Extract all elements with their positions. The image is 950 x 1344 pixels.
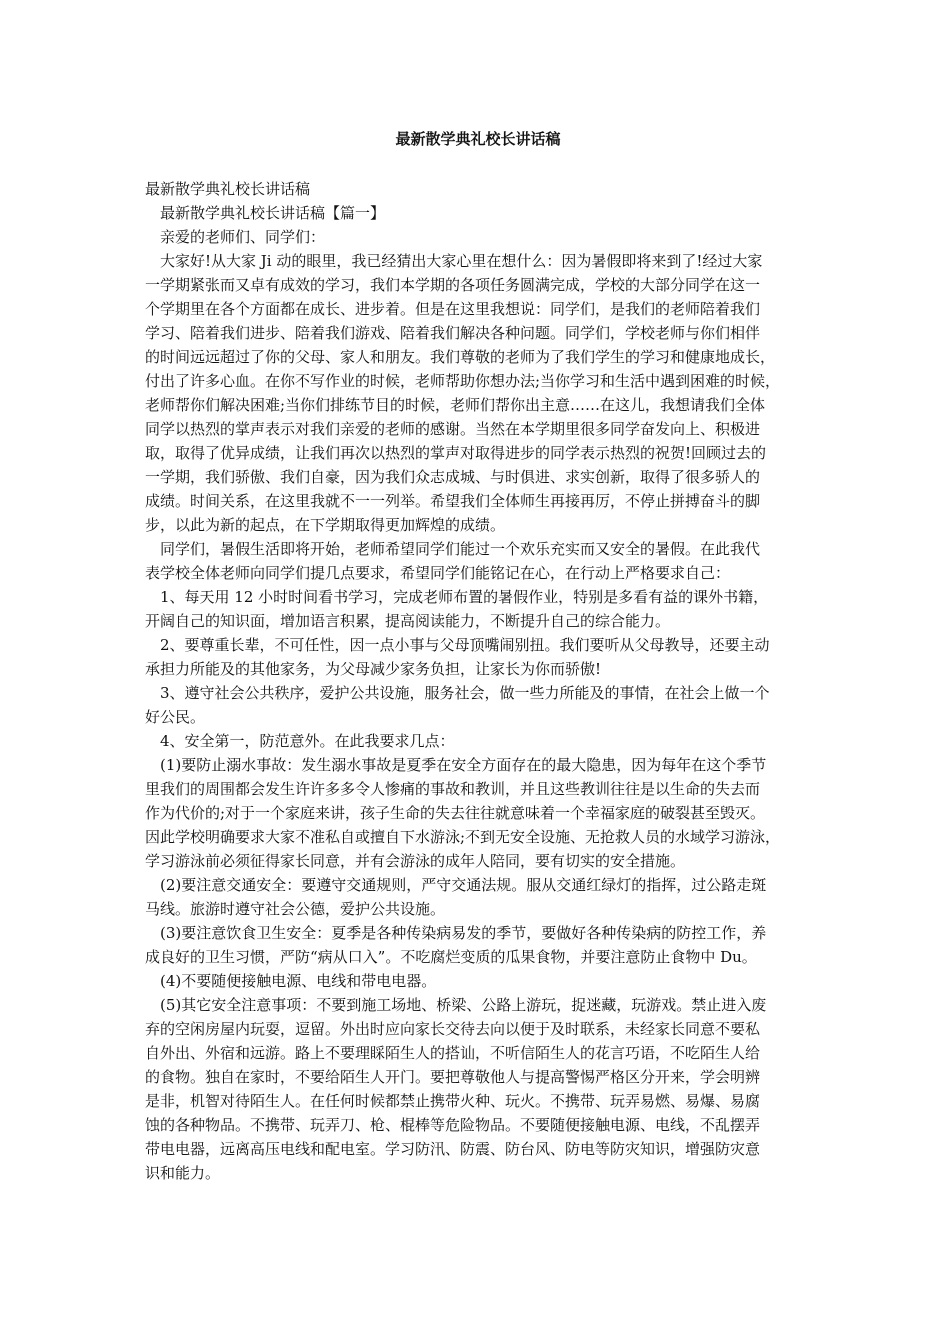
paragraph-line: 成绩。时间关系，在这里我就不一一列举。希望我们全体师生再接再厉，不停止拼搏奋斗的脚 xyxy=(145,492,761,510)
paragraph-line: 付出了许多心血。在你不写作业的时候，老师帮助你想办法;当你学习和生活中遇到困难的时候， xyxy=(145,372,781,390)
paragraph-line: 作为代价的;对于一个家庭来讲，孩子生命的失去往往就意味着一个幸福家庭的破裂甚至毁灭。 xyxy=(145,804,766,822)
paragraph-line: 蚀的各种物品。不携带、玩弄刀、枪、棍棒等危险物品。不要随便接触电源、电线，不乱摆弄 xyxy=(145,1116,761,1134)
paragraph-line: 个学期里在各个方面都在成长、进步着。但是在这里我想说：同学们，是我们的老师陪着我们 xyxy=(145,300,761,318)
document-body xyxy=(145,177,811,1185)
paragraph-line: 老师帮你们解决困难;当你们排练节目的时候，老师们帮你出主意……在这儿，我想请我们全体 xyxy=(145,396,766,414)
paragraph xyxy=(145,201,811,225)
paragraph-line: 一学期紧张而又卓有成效的学习，我们本学期的各项任务圆满完成，学校的大部分同学在这一 xyxy=(145,276,761,294)
paragraph-line: 3、遵守社会公共秩序，爱护公共设施，服务社会，做一些力所能及的事情，在社会上做一个 xyxy=(160,684,770,702)
paragraph xyxy=(145,729,811,753)
paragraph-line: 4、安全第一，防范意外。在此我要求几点： xyxy=(160,732,455,750)
paragraph-line: (5)其它安全注意事项：不要到施工场地、桥梁、公路上游玩，捉迷藏，玩游戏。禁止进入废 xyxy=(160,996,767,1014)
paragraph-line: 好公民。 xyxy=(145,708,206,726)
paragraph-line: 最新散学典礼校长讲话稿 xyxy=(145,180,311,198)
paragraph xyxy=(145,633,811,681)
paragraph xyxy=(145,921,811,969)
paragraph xyxy=(145,249,811,537)
paragraph-line: 一学期，我们骄傲、我们自豪，因为我们众志成城、与时俱进、求实创新，取得了很多骄人的 xyxy=(145,468,761,486)
paragraph xyxy=(145,681,811,729)
paragraph-line: 学习、陪着我们进步、陪着我们游戏、陪着我们解决各种问题。同学们，学校老师与你们相伴 xyxy=(145,324,761,342)
paragraph-line: 亲爱的老师们、同学们： xyxy=(160,228,326,246)
paragraph xyxy=(145,585,811,633)
paragraph-line: 学习游泳前必须征得家长同意，并有会游泳的成年人陪同，要有切实的安全措施。 xyxy=(145,852,686,870)
paragraph-line: 里我们的周围都会发生许许多多令人惨痛的事故和教训，并且这些教训往往是以生命的失去而 xyxy=(145,780,761,798)
paragraph-line: 承担力所能及的其他家务，为父母减少家务负担，让家长为你而骄傲! xyxy=(145,660,602,678)
paragraph xyxy=(145,537,811,585)
paragraph-line: 的食物。独自在家时，不要给陌生人开门。要把尊敬他人与提高警惕严格区分开来，学会明辨 xyxy=(145,1068,761,1086)
paragraph-line: 表学校全体老师向同学们提几点要求，希望同学们能铭记在心，在行动上严格要求自己： xyxy=(145,564,731,582)
paragraph xyxy=(145,993,811,1185)
paragraph-line: 同学以热烈的掌声表示对我们亲爱的老师的感谢。当然在本学期里很多同学奋发向上、积极进 xyxy=(145,420,761,438)
paragraph-line: 因此学校明确要求大家不准私自或擅自下水游泳;不到无安全设施、无抢救人员的水域学习游泳， xyxy=(145,828,781,846)
paragraph-line: 取，取得了优异成绩，让我们再次以热烈的掌声对取得进步的同学表示热烈的祝贺!回顾过去的 xyxy=(145,444,767,462)
paragraph xyxy=(145,225,811,249)
paragraph-line: 是非，机智对待陌生人。在任何时候都禁止携带火种、玩火。不携带、玩弄易燃、易爆、易腐 xyxy=(145,1092,761,1110)
paragraph-line: 自外出、外宿和远游。路上不要理睬陌生人的搭讪，不听信陌生人的花言巧语，不吃陌生人给 xyxy=(145,1044,761,1062)
paragraph-line: 大家好!从大家 Ji 动的眼里，我已经猜出大家心里在想什么：因为暑假即将来到了!经过大家 xyxy=(160,252,763,270)
paragraph-line: 的时间远远超过了你的父母、家人和朋友。我们尊敬的老师为了我们学生的学习和健康地成长， xyxy=(145,348,776,366)
paragraph-line: 步，以此为新的起点，在下学期取得更加辉煌的成绩。 xyxy=(145,516,506,534)
paragraph-line: (4)不要随便接触电源、电线和带电电器。 xyxy=(160,972,437,990)
paragraph-line: 带电电器，远离高压电线和配电室。学习防汛、防震、防台风、防电等防灾知识，增强防灾意 xyxy=(145,1140,761,1158)
paragraph-line: 识和能力。 xyxy=(145,1164,221,1182)
paragraph xyxy=(145,177,811,201)
paragraph-line: (1)要防止溺水事故：发生溺水事故是夏季在安全方面存在的最大隐患，因为每年在这个季节 xyxy=(160,756,767,774)
paragraph-line: 2、要尊重长辈，不可任性，因一点小事与父母顶嘴闹别扭。我们要听从父母教导，还要主动 xyxy=(160,636,770,654)
paragraph-line: 马线。旅游时遵守社会公德，爱护公共设施。 xyxy=(145,900,446,918)
paragraph-line: 1、每天用 12 小时时间看书学习，完成老师布置的暑假作业，特别是多看有益的课外书籍， xyxy=(160,588,769,606)
paragraph-line: 成良好的卫生习惯，严防“病从口入”。不吃腐烂变质的瓜果食物，并要注意防止食物中 Du。 xyxy=(145,948,757,966)
paragraph xyxy=(145,873,811,921)
paragraph-line: 弃的空闲房屋内玩耍，逗留。外出时应向家长交待去向以便于及时联系，未经家长同意不要私 xyxy=(145,1020,761,1038)
paragraph-line: 同学们，暑假生活即将开始，老师希望同学们能过一个欢乐充实而又安全的暑假。在此我代 xyxy=(160,540,761,558)
paragraph-line: (3)要注意饮食卫生安全：夏季是各种传染病易发的季节，要做好各种传染病的防控工作，养 xyxy=(160,924,767,942)
paragraph-line: 开阔自己的知识面，增加语言积累，提高阅读能力，不断提升自己的综合能力。 xyxy=(145,612,671,630)
paragraph xyxy=(145,753,811,873)
paragraph-line: (2)要注意交通安全：要遵守交通规则，严守交通法规。服从交通红绿灯的指挥，过公路走斑 xyxy=(160,876,767,894)
document-title: 最新散学典礼校长讲话稿 xyxy=(395,130,561,148)
paragraph-line: 最新散学典礼校长讲话稿【篇一】 xyxy=(160,204,386,222)
paragraph xyxy=(145,969,811,993)
